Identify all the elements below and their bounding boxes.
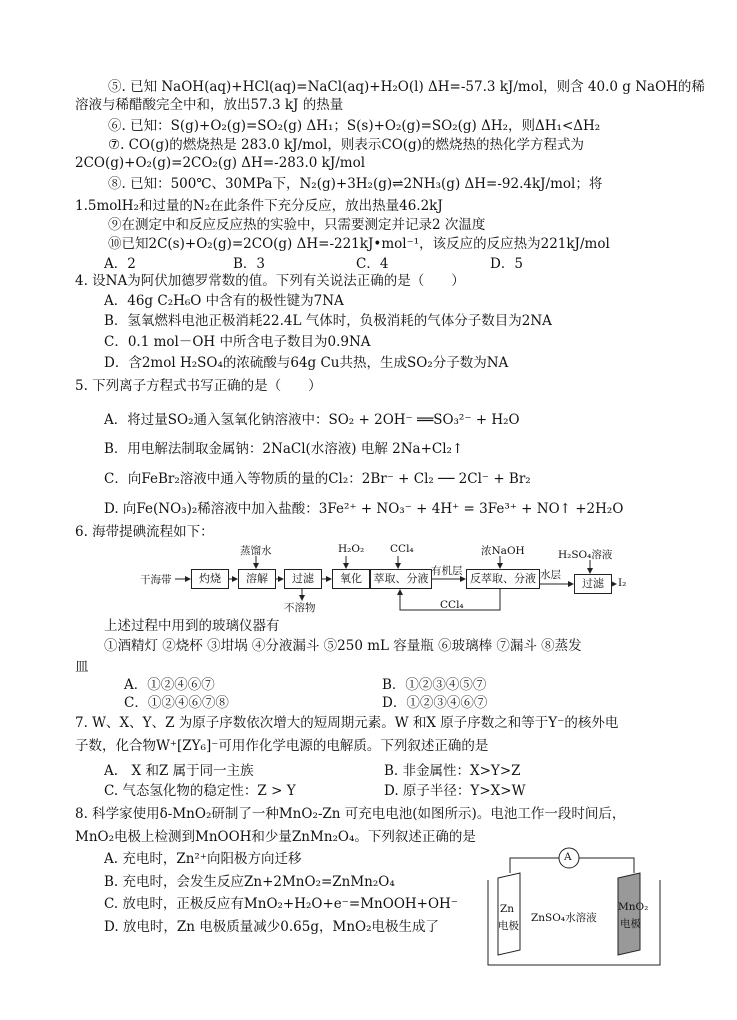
flow-box-burn: 灼烧 (191, 569, 229, 589)
flow-box-back-extract: 反萃取、分液 (466, 569, 540, 589)
text-line-q5: 5. 下列离子方程式书写正确的是（ ） (75, 378, 322, 394)
flow-end: I₂ (618, 577, 627, 589)
text-line-l4: ⑦. CO(g)的燃烧热是 283.0 kJ/mol，则表示CO(g)的燃烧热的热化学方程式为 (108, 137, 584, 153)
reagent-h2so4: H₂SO₄溶液 (558, 549, 613, 561)
zn-electrode-label: Zn (500, 903, 515, 915)
text-line-q4d: D．含2mol H₂SO₄的浓硫酸与64g Cu共热，生成SO₂分子数为NA (104, 355, 509, 371)
answer-option: D．5 (490, 256, 523, 272)
text-line-q8B: B. 充电时，会发生反应Zn+2MnO₂=ZnMn₂O₄ (104, 874, 395, 890)
flow-box-filter: 过滤 (284, 569, 322, 589)
text-line-q6l: ①酒精灯 ②烧杯 ③坩埚 ④分液漏斗 ⑤250 mL 容量瓶 ⑥玻璃棒 ⑦漏斗 ⑧蒸发 (104, 638, 582, 654)
flow-box-dissolve: 溶解 (238, 569, 276, 589)
flow-box-filter2: 过滤 (574, 574, 612, 594)
text-line-q6t: 上述过程中用到的玻璃仪器有 (104, 618, 280, 634)
answer-option: B. 非金属性：X>Y>Z (384, 763, 521, 779)
text-line-q5c: C．向FeBr₂溶液中通入等物质的量的Cl₂：2Br⁻ + Cl₂ ── 2Cl⁻ + Br₂ (104, 471, 531, 487)
text-line-l1: ⑤. 已知 NaOH(aq)+HCl(aq)=NaCl(aq)+H₂O(l) ΔH=-57.3 kJ/mol，则含 40.0 g NaOH的稀 (108, 79, 705, 95)
text-line-l2: 溶液与稀醋酸完全中和，放出57.3 kJ 的热量 (75, 97, 344, 113)
answer-option: A．①②④⑥⑦ (124, 677, 215, 693)
label-recycle: CCl₄ (440, 599, 464, 611)
text-line-q5a: A．将过量SO₂通入氢氧化钠溶液中：SO₂ + 2OH⁻ ══SO₃²⁻ + H₂O (104, 412, 520, 428)
text-line-q5d: D. 向Fe(NO₃)₂稀溶液中加入盐酸：3Fe²⁺ + NO₃⁻ + 4H⁺ = 3Fe³⁺ + NO↑ +2H₂O (104, 501, 624, 517)
mno2-electrode-sub: 电极 (620, 918, 641, 930)
text-line-l9: ⑩已知2C(s)+O₂(g)=2CO(g) ΔH=-221kJ•mol⁻¹，该反应的反应热为221kJ/mol (108, 236, 610, 252)
text-line-q8A: A. 充电时，Zn²⁺向阳极方向迁移 (104, 851, 302, 867)
label-organic: 有机层 (431, 565, 463, 577)
mno2-electrode-label: MnO₂ (618, 901, 649, 913)
text-line-q8C: C. 放电时，正极反应有MnO₂+H₂O+e⁻=MnOOH+OH⁻ (104, 896, 458, 912)
answer-option: B．3 (233, 256, 266, 272)
text-line-q6l2: 皿 (75, 659, 89, 675)
text-line-q8b: MnO₂电极上检测到MnOOH和少量ZnMn₂O₄。下列叙述正确的是 (75, 829, 476, 845)
text-line-l3: ⑥. 已知：S(g)+O₂(g)=SO₂(g) ΔH₁；S(s)+O₂(g)=SO₂(g) ΔH₂，则ΔH₁<ΔH₂ (108, 118, 601, 134)
answer-option: B．①②③④⑤⑦ (382, 677, 487, 693)
flow-box-extract: 萃取、分液 (370, 569, 432, 589)
answer-option: C. 气态氢化物的稳定性：Z > Y (104, 783, 296, 799)
text-line-l6: ⑧. 已知：500℃、30MPa下，N₂(g)+3H₂(g)⇌2NH₃(g) ΔH=-92.4kJ/mol；将 (108, 176, 603, 192)
answer-option: C．4 (356, 256, 389, 272)
answer-option: A. X 和Z 属于同一主族 (104, 763, 254, 779)
text-line-q8D: D. 放电时，Zn 电极质量减少0.65g，MnO₂电极生成了 (104, 919, 439, 935)
flow-start: 干海带 (140, 574, 172, 586)
label-water: 水层 (540, 569, 561, 581)
text-line-q6: 6. 海带提碘流程如下： (75, 524, 214, 540)
text-line-q4: 4. 设NA为阿伏加德罗常数的值。下列有关说法正确的是（ ） (75, 273, 465, 289)
solution-label: ZnSO₄水溶液 (531, 912, 597, 924)
text-line-q4c: C．0.1 mol－OH 中所含电子数目为0.9NA (104, 334, 371, 350)
zn-electrode-sub: 电极 (498, 920, 519, 932)
text-line-q7b: 子数，化合物W⁺[ZY₆]⁻可用作化学电源的电解质。下列叙述正确的是 (75, 738, 489, 754)
flow-box-oxidize: 氧化 (332, 569, 370, 589)
answer-option: A．2 (104, 256, 136, 272)
text-line-q8: 8. 科学家使用δ-MnO₂研制了一种MnO₂-Zn 可充电电池(如图所示)。电池工作一段时间后， (75, 806, 626, 822)
text-line-l8: ⑨在测定中和反应反应热的实验中，只需要测定并记录2 次温度 (108, 217, 486, 233)
reagent-h2o2: H₂O₂ (338, 543, 365, 555)
text-line-q4b: B．氢氧燃料电池正极消耗22.4L 气体时，负极消耗的气体分子数目为2NA (104, 313, 552, 329)
text-line-q5b: B．用电解法制取金属钠：2NaCl(水溶液) 电解 2Na+Cl₂↑ (104, 441, 464, 457)
text-line-q4a: A．46g C₂H₆O 中含有的极性键为7NA (104, 293, 344, 309)
answer-option: C．①②④⑥⑦⑧ (124, 695, 229, 711)
answer-option: D. 原子半径：Y>X>W (384, 783, 526, 799)
reagent-naoh: 浓NaOH (481, 545, 525, 557)
text-line-l5: 2CO(g)+O₂(g)=2CO₂(g) ΔH=-283.0 kJ/mol (75, 155, 366, 171)
answer-option: D．①②③④⑥⑦ (382, 695, 488, 711)
reagent-ccl4: CCl₄ (390, 543, 414, 555)
reagent-water: 蒸馏水 (240, 545, 272, 557)
ammeter-label: A (564, 851, 572, 863)
text-line-l7: 1.5molH₂和过量的N₂在此条件下充分反应，放出热量46.2kJ (75, 198, 443, 214)
text-line-q7: 7. W、X、Y、Z 为原子序数依次增大的短周期元素。W 和X 原子序数之和等于Y⁻的核外电 (75, 715, 619, 731)
label-insoluble: 不溶物 (284, 602, 316, 614)
